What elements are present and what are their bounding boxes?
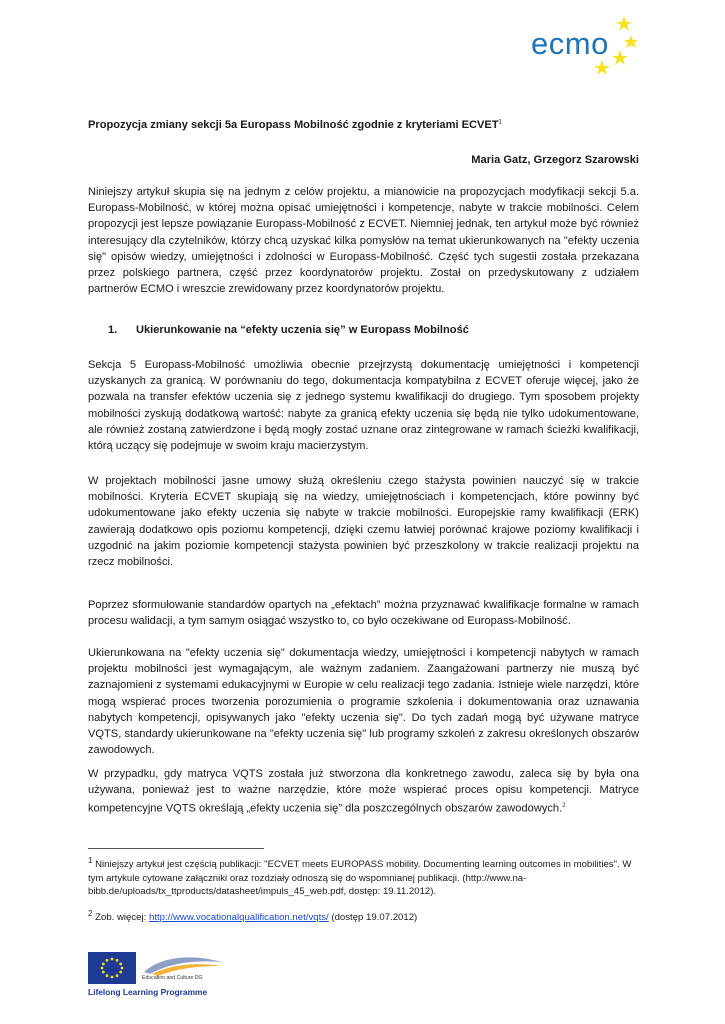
document-title xyxy=(88,119,502,131)
paragraph: W projektach mobilności jasne umowy służą określeniu czego stażysta powinien nauczyć się w trakcie mobilności. Kryteria ECVET skupiają się na wiedzy, umiejętnościach i kompetencjach, które powinny być udokumentowane jako efekty uczenia się nabyte w trakcie mobilności. Europejskie ramy kwalifikacji (ERK) zawierają dodatkowo opis poziomu kompetencji, dzięki czemu łatwiej porównać krajowe poziomy kwalifikacji i uzgodnić na jakim poziomie kompetencji stażysta powinien być przeszkolony w trakcie realizacji projektu na rzecz mobilności. xyxy=(88,475,639,569)
footnote-ref-1: 1 xyxy=(498,119,502,126)
lifelong-learning-label: Lifelong Learning Programme xyxy=(88,987,208,997)
star-icon xyxy=(624,35,638,48)
dg-swoosh-icon xyxy=(142,954,224,976)
authors: Maria Gatz, Grzegorz Szarowski xyxy=(471,154,639,166)
vqts-link[interactable]: http://www.vocationalqualification.net/vqts/ xyxy=(148,912,329,924)
eu-flag-icon xyxy=(88,952,136,984)
footnote-ref-2: 2 xyxy=(562,803,566,810)
footnote-2 xyxy=(88,907,648,925)
document-title-text: Propozycja zmiany sekcji 5a Europass Mobilność zgodnie z kryteriami ECVET xyxy=(88,119,499,131)
footnote-1 xyxy=(88,854,648,899)
eu-stars-icon xyxy=(88,952,136,984)
ecmo-logo-text: ecmo xyxy=(531,26,609,61)
paragraph-text: W przypadku, gdy matryca VQTS została już stworzona dla konkretnego zawodu, zaleca się by była ona używana, ponieważ jest to ważne narzędzie, które może wspierać proces opisu kompetencji. Matryce kompetencyjne VQTS określają „efekty uczenia się” dla poszczególnych obszarów zawodowych. xyxy=(88,768,639,816)
star-icon xyxy=(612,50,628,65)
footnote-text: Niniejszy artykuł jest częścią publikacji: "ECVET meets EUROPASS mobility. Documenting learning outcomes in mobilities". W tym artykule cytowane załączniki oraz rozdziały odnoszą się do wspomnianej publikacji. (http://www.na-bibb.de/uploads/tx_ttproducts/datasheet/impuls_45_web.pdf, dostęp: 19.11.2012). xyxy=(88,859,632,898)
section-heading-text: Ukierunkowanie na “efekty uczenia się” w Europass Mobilność xyxy=(136,324,469,336)
ecmo-logo xyxy=(528,14,640,80)
footnote-divider xyxy=(88,848,264,849)
star-icon xyxy=(594,60,610,75)
paragraph: Ukierunkowana na "efekty uczenia się" dokumentacja wiedzy, umiejętności i kompetencji nabytych w ramach projektu mobilności jest wymagającym, ale ważnym zadaniem. Zaangażowani partnerzy nie muszą być zaznajomieni z systemami edukacyjnymi w Europie w celu realizacji tego zadania. Istnieje wiele narzędzi, które mogą wspierać proces tworzenia porozumienia o programie szkolenia i dokumentowania oraz uznawania nabytych kompetencji, opisywanych jako "efekty uczenia się". Do tych zadań mogą być używane matryce VQTS, standardy ukierunkowane na "efekty uczenia się" lub programy szkoleń z zakresu określonych obszarów zawodowych. xyxy=(88,647,639,757)
paragraph xyxy=(88,766,639,817)
paragraph: Poprzez sformułowanie standardów opartych na „efektach” można przyznawać kwalifikacje formalne w ramach procesu walidacji, a tym samym osiągać wszystko to, co było oczekiwane od Europass-Mobilność. xyxy=(88,599,639,628)
section-heading xyxy=(108,324,469,336)
footnote-mark: 1 xyxy=(88,856,93,865)
footnote-suffix: (dostęp 19.07.2012) xyxy=(328,912,418,924)
ecmo-stars-icon xyxy=(528,14,640,80)
intro-paragraph: Niniejszy artykuł skupia się na jednym z celów projektu, a mianowicie na propozycjach modyfikacji sekcji 5.a. Europass-Mobilność, w której można opisać umiejętności i kompetencje, nabyte w trakcie mobilności. Celem propozycji jest lepsze powiązanie Europass-Mobilność z ECVET. Niemniej jednak, ten artykuł może być również interesujący dla czytelników, którzy chcą uzyskać kilka pomysłów na temat ukierunkowanych na "efekty uczenia się" opisów wiedzy, umiejętności i zdolności w Europass-Mobilność. Część tych sugestii została przekazana przez polskiego partnera, część przez koordynatorów projektu. Został on przedyskutowany z udziałem partnerów ECMO i wreszcie zrewidowany przez koordynatorów projektu. xyxy=(88,186,639,296)
education-culture-label: Education and Culture DG xyxy=(142,975,203,981)
eu-footer-logo xyxy=(88,952,238,1000)
footnote-mark: 2 xyxy=(88,909,93,918)
footnote-prefix: Zob. więcej: xyxy=(95,912,149,924)
paragraph: Sekcja 5 Europass-Mobilność umożliwia obecnie przejrzystą dokumentację umiejętności i kompetencji uzyskanych za granicą. W porównaniu do tego, dokumentacja kompatybilna z ECVET oferuje więcej, jako że pozwala na transfer efektów uczenia się z jednego systemu kwalifikacji do drugiego. Tym sposobem projekty mobilności zyskują dodatkową wartość: nabyte za granicą efekty uczenia się będą nie tylko udokumentowane, ale również zostaną zatwierdzone i będą mogły zostać uznane oraz zintegrowane w ramach ścieżki kwalifikacji, którą uczący się podejmuje w swoim kraju macierzystym. xyxy=(88,359,639,453)
star-icon xyxy=(616,16,632,31)
section-number: 1. xyxy=(108,324,118,336)
